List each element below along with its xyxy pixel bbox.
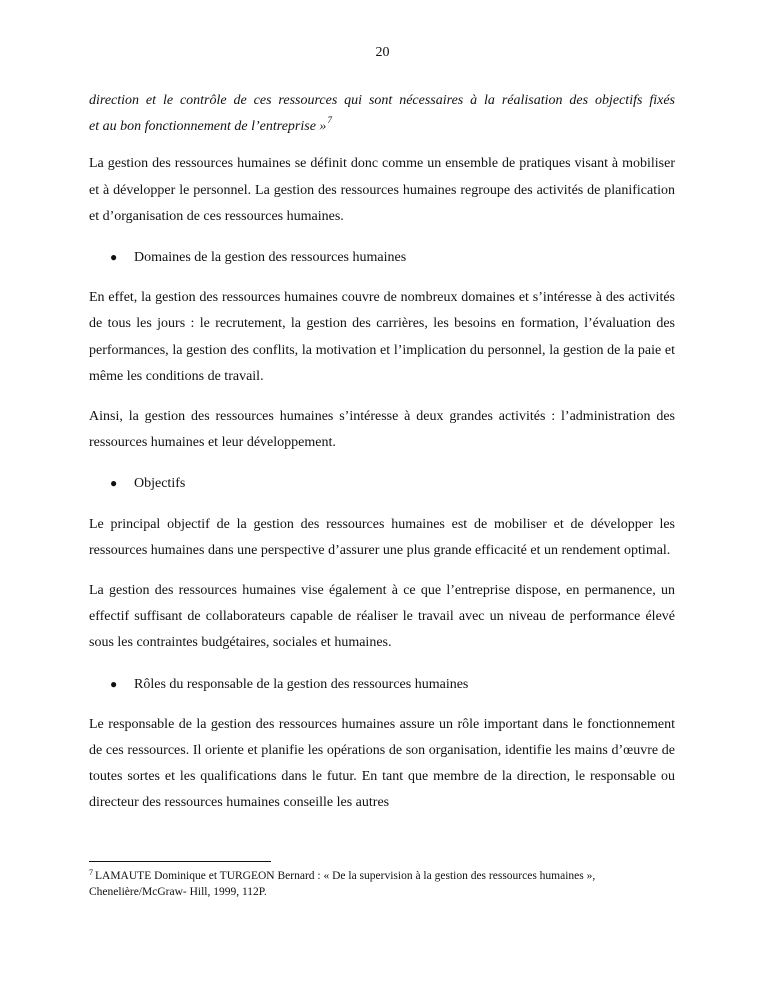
quote-line-1: direction et le contrôle de ces ressources qui sont nécessaires à la réalisation des objectifs fixés	[89, 93, 675, 108]
bullet-icon: ●	[110, 250, 118, 265]
footnote-text: LAMAUTE Dominique et TURGEON Bernard : « De la supervision à la gestion des ressources humaines », Chenelière/McGraw- Hill, 1999, 112P.	[89, 870, 596, 898]
bullet-icon: ●	[110, 476, 118, 491]
footnote-separator	[89, 861, 271, 862]
paragraph-roles: Le responsable de la gestion des ressources humaines assure un rôle important dans le fonctionnement de ces ressources. Il oriente et planifie les opérations de son organisation, identifie les mains d’œuvre de toutes sortes et les qualifications dans le futur. En tant que membre de la direction, le responsable ou directeur des ressources humaines conseille les autres	[89, 716, 675, 811]
page-number: 20	[375, 45, 390, 60]
paragraph-objectif-effectif: La gestion des ressources humaines vise également à ce que l’entreprise dispose, en permanence, un effectif suffisant de collaborateurs capable de réaliser le travail avec un niveau de performance élevé sous les contraintes budgétaires, sociales et humaines.	[89, 583, 675, 651]
bullet-icon: ●	[110, 676, 118, 691]
bullet-item-domaines	[110, 244, 675, 271]
paragraph-objectif-principal: Le principal objectif de la gestion des ressources humaines est de mobiliser et de développer les ressources humaines dans une perspective d’assurer une plus grande efficacité et un rendement optimal.	[89, 516, 675, 558]
bullet-label: Objectifs	[134, 476, 186, 492]
footnote-number: 7	[89, 868, 93, 877]
page-body	[89, 88, 675, 831]
bullet-label: Domaines de la gestion des ressources humaines	[134, 250, 407, 266]
paragraph-definition: La gestion des ressources humaines se définit donc comme un ensemble de pratiques visant à mobiliser et à développer le personnel. La gestion des ressources humaines regroupe des activités de planification et d’organisation de ces ressources humaines.	[89, 156, 675, 224]
paragraph-domaines: En effet, la gestion des ressources humaines couvre de nombreux domaines et s’intéresse à des activités de tous les jours : le recrutement, la gestion des carrières, les besoins en formation, l’évaluation des performances, la gestion des conflits, la motivation et l’implication du personnel, la gestion de la paie et même les conditions de travail.	[89, 290, 675, 384]
footnote-reference[interactable]: 7	[327, 115, 332, 126]
bullet-item-objectifs	[110, 470, 675, 497]
footnote	[89, 868, 675, 900]
bullet-label: Rôles du responsable de la gestion des ressources humaines	[134, 676, 469, 692]
bullet-item-roles	[110, 671, 675, 698]
paragraph-activites: Ainsi, la gestion des ressources humaines s’intéresse à deux grandes activités : l’administration des ressources humaines et leur développement.	[89, 409, 675, 451]
quote-line-2: et au bon fonctionnement de l’entreprise »	[89, 119, 327, 135]
quote-continuation	[89, 88, 675, 140]
